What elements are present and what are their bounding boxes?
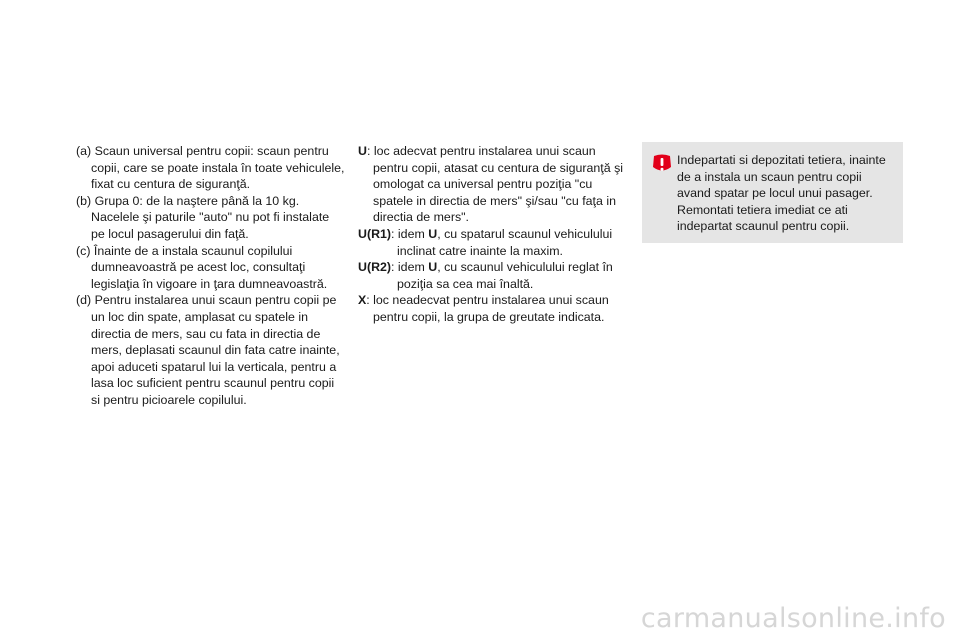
warning-box xyxy=(642,142,903,243)
note-a: (a) Scaun universal pentru copii: scaun pentru copii, care se poate instala în toate vehiculele, fixat cu centura de siguranţă. xyxy=(76,144,345,192)
legend-ur2-text: , cu scaunul vehiculului reglat în poziţia sa cea mai înaltă. xyxy=(397,260,613,291)
legend-ur2-pre: : idem xyxy=(391,260,429,275)
warning-text: Indepartati si depozitati tetiera, inainte de a instala un scaun pentru copii avand spatar pe locul unui pasager. Remontati tetiera imediat ce ati indepartat scaunul pentru copii. xyxy=(677,153,886,234)
legend-ur1-text: , cu spatarul scaunul vehiculului inclinat catre inainte la maxim. xyxy=(397,226,613,258)
legend-ur1-u: U xyxy=(428,226,438,241)
legend-u-text: : loc adecvat pentru instalarea unui scaun pentru copii, atasat cu centura de siguranţă şi omologat ca universal pentru poziţia "cu spatele in directia de mers" şi/sau "cu faţa in directia de mers". xyxy=(366,144,624,225)
watermark: carmanualsonline.info xyxy=(640,603,946,634)
legend-ur1-pre: : idem xyxy=(391,226,429,241)
legend-ur2-key: U(R2) xyxy=(358,260,392,275)
note-b: (b) Grupa 0: de la naştere până la 10 kg. Nacelele şi paturile "auto" nu pot fi instalate pe locul pasagerului din faţă. xyxy=(76,193,330,241)
legend-u-key: U xyxy=(358,144,367,158)
legend-ur1-key: U(R1) xyxy=(358,226,392,241)
footnotes-column xyxy=(76,143,346,409)
legend-x xyxy=(358,292,628,325)
legend-ur1 xyxy=(358,226,628,259)
legend-ur2 xyxy=(358,259,628,292)
legend-u xyxy=(358,143,628,226)
legend-x-key: X xyxy=(358,293,367,308)
legend-column xyxy=(358,143,628,326)
warning-exclamation-icon xyxy=(651,153,673,175)
legend-x-text: : loc neadecvat pentru instalarea unui scaun pentru copii, la grupa de greutate indicata. xyxy=(366,293,609,324)
note-c: (c) Înainte de a instala scaunul copilului dumneavoastră pe acest loc, consultaţi legislaţia în vigoare in ţara dumneavoastră. xyxy=(76,243,328,291)
legend-ur2-u: U xyxy=(428,260,438,275)
note-d: (d) Pentru instalarea unui scaun pentru copii pe un loc din spate, amplasat cu spatele in directia de mers, sau cu fata in directia de mers, deplasati scaunul din fata catre inainte, apoi aduceti spatarul lui la verticala, pentru a lasa loc suficient pentru scaunul pentru copii si pentru picioarele copilului. xyxy=(76,293,340,407)
